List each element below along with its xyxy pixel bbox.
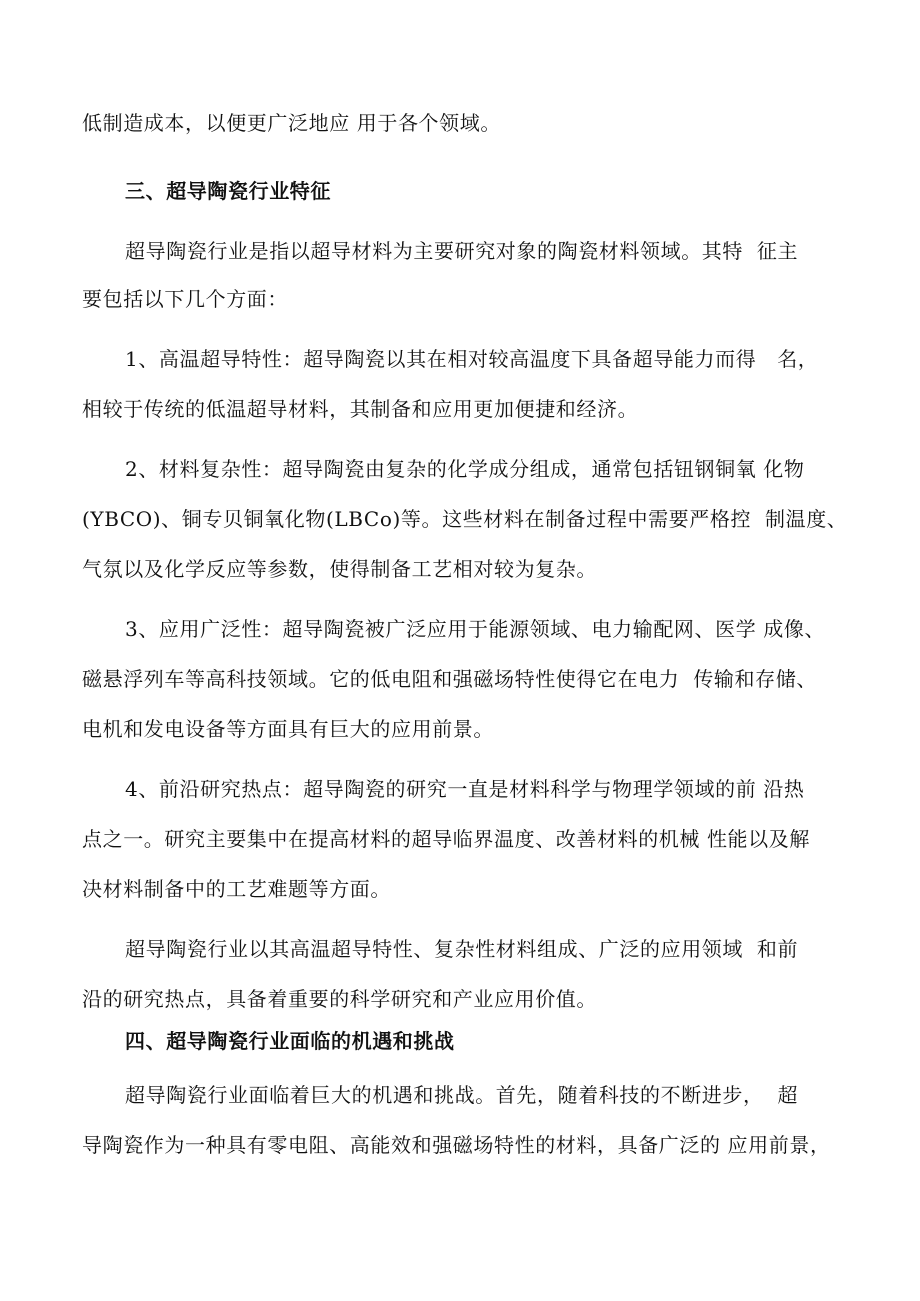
list-item-line: 决材料制备中的工艺难题等方面。 [82,877,391,901]
list-item-line: 4、前沿研究热点：超导陶瓷的研究一直是材料科学与物理学领域的前 沿热 [125,777,805,801]
paragraph-line: 超导陶瓷行业以其高温超导特性、复杂性材料组成、广泛的应用领域 和前 [125,937,799,961]
paragraph-line: 沿的研究热点，具备着重要的科学研究和产业应用价值。 [82,987,597,1011]
paragraph-line: 导陶瓷作为一种具有零电阻、高能效和强磁场特性的材料，具备广泛的 应用前景， [82,1133,831,1157]
paragraph-line: 低制造成本，以便更广泛地应 用于各个领域。 [82,111,501,135]
list-item-line: 1、高温超导特性：超导陶瓷以其在相对较高温度下具备超导能力而得 名， [125,347,819,371]
list-item-line: 3、应用广泛性：超导陶瓷被广泛应用于能源领域、电力输配网、医学 成像、 [125,617,826,641]
list-item-line: 2、材料复杂性：超导陶瓷由复杂的化学成分组成，通常包括钮钢铜氧 化物 [125,457,805,481]
list-item-line: 磁悬浮列车等高科技领域。它的低电阻和强磁场特性使得它在电力 传输和存储、 [82,667,817,691]
section-heading-4: 四、超导陶瓷行业面临的机遇和挑战 [125,1029,455,1053]
list-item-line: 点之一。研究主要集中在提高材料的超导临界温度、改善材料的机械 性能以及解 [82,827,810,851]
paragraph-line: 要包括以下几个方面： [82,287,288,311]
list-item-line: 气氛以及化学反应等参数，使得制备工艺相对较为复杂。 [82,557,597,581]
list-item-line: 电机和发电设备等方面具有巨大的应用前景。 [82,717,494,741]
list-item-line: 相较于传统的低温超导材料，其制备和应用更加便捷和经济。 [82,397,639,421]
paragraph-line: 超导陶瓷行业面临着巨大的机遇和挑战。首先，随着科技的不断进步， 超 [125,1083,799,1107]
section-heading-3: 三、超导陶瓷行业特征 [125,179,331,203]
list-item-line: (YBCO)、铜专贝铜氧化物(LBCo)等。这些材料在制备过程中需要严格控 制温度、 [82,507,848,531]
paragraph-line: 超导陶瓷行业是指以超导材料为主要研究对象的陶瓷材料领域。其特 征主 [125,239,799,263]
